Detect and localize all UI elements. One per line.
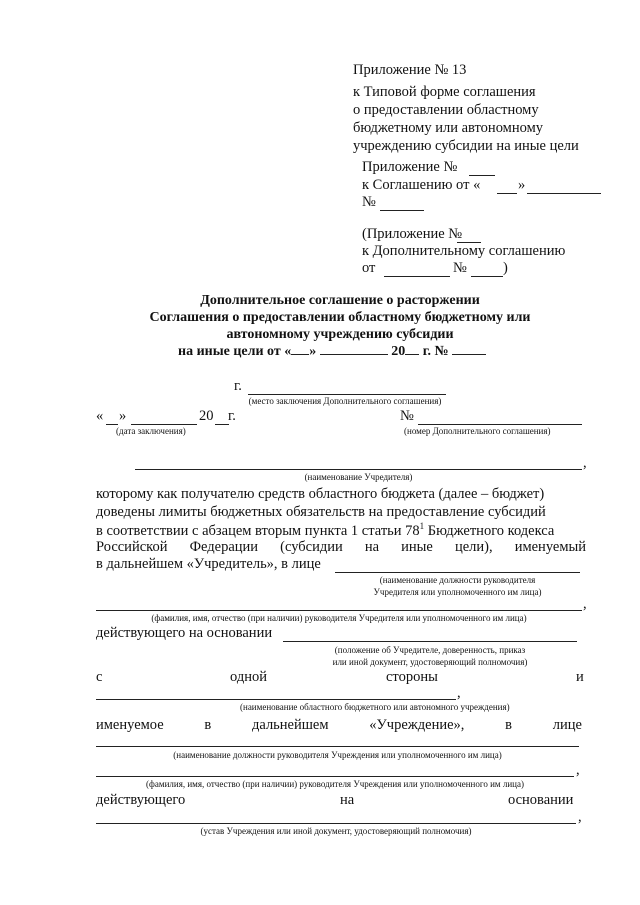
date-quote-open: «: [96, 408, 104, 424]
date-caption: (дата заключения): [116, 426, 186, 436]
supplement-appendix-label: (Приложение №: [362, 226, 463, 242]
founder-caption: (наименование Учредителя): [304, 472, 413, 482]
title-quote-close: »: [309, 344, 317, 359]
body-line: [96, 521, 554, 540]
word: иные: [401, 539, 433, 555]
blank-line: [469, 175, 495, 176]
superscript: 1: [419, 521, 425, 531]
blank-line: [106, 424, 118, 425]
appendix-line: о предоставлении областному: [353, 102, 539, 118]
institution-caption: (наименование областного бюджетного или автономного учреждения): [240, 702, 510, 712]
title-line-date: [178, 344, 486, 360]
word: цели),: [454, 539, 493, 555]
appendix-line: бюджетному или автономному: [353, 120, 544, 136]
title-line: Соглашения о предоставлении областному бюджетному или: [149, 310, 531, 325]
title-year: 20: [391, 344, 406, 359]
founder-head-line: [96, 610, 582, 611]
blank-line: [291, 354, 309, 355]
word: Федерации: [189, 539, 259, 555]
appendix-line: учреждению субсидии на иные цели: [353, 138, 579, 154]
title-line: Дополнительное соглашение о расторжении: [200, 293, 480, 308]
date-quote-close: »: [119, 408, 127, 424]
founder-head-caption: (фамилия, имя, отчество (при наличии) руководителя Учредителя или уполномоченного им лица): [151, 613, 527, 623]
word: «Учреждение»,: [369, 717, 465, 733]
justified-row: [96, 717, 582, 734]
institution-name-line: [96, 699, 456, 700]
position-caption: (наименование должности руководителя: [379, 575, 536, 585]
supplement-number-sign: №: [453, 260, 467, 276]
blank-line: [320, 354, 388, 355]
blank-line: [96, 746, 579, 747]
founder-name-line: [135, 469, 582, 470]
date-year-suffix: г.: [228, 408, 236, 424]
word: именуемое: [96, 717, 164, 733]
city-prefix: г.: [234, 378, 242, 394]
supplement-date-label: от: [362, 260, 376, 276]
comma: ,: [578, 809, 582, 825]
comma: ,: [583, 596, 587, 612]
word: дальнейшем: [252, 717, 329, 733]
justified-row: [96, 539, 586, 556]
body-line-part: Бюджетного кодекса: [424, 522, 555, 539]
title-line: автономному учреждению субсидии: [226, 327, 454, 342]
word: основании: [508, 792, 574, 808]
blank-line: [452, 354, 486, 355]
word: на: [340, 792, 355, 808]
blank-line: [384, 276, 450, 277]
comma: ,: [576, 762, 580, 778]
word: в: [505, 717, 513, 733]
title-number-sign: г. №: [419, 344, 449, 359]
blank-line: [215, 424, 229, 425]
agreement-appendix-label: Приложение №: [362, 159, 458, 175]
inst-head-caption: (фамилия, имя, отчество (при наличии) руководителя Учреждения или уполномоченного им лица): [146, 779, 524, 789]
title-date-prefix: на иные цели от «: [178, 344, 292, 359]
basis-label: действующего на основании: [96, 625, 273, 641]
date-year: 20: [199, 408, 214, 424]
inst-head-line: [96, 776, 574, 777]
body-line: доведены лимиты бюджетных обязательств на предоставление субсидий: [96, 504, 546, 520]
blank-line: [248, 394, 446, 395]
word: именуемый: [514, 539, 586, 555]
blank-line: [418, 424, 582, 425]
blank-line: [335, 572, 580, 573]
word: лице: [552, 717, 582, 733]
word: (субсидии: [280, 539, 343, 555]
basis-caption: или иной документ, удостоверяющий полномочия): [332, 657, 528, 667]
charter-line: [96, 823, 576, 824]
inst-position-caption: (наименование должности руководителя Учреждения или уполномоченного им лица): [173, 750, 502, 760]
blank-line: [131, 424, 197, 425]
blank-line: [471, 276, 503, 277]
place-caption: (место заключения Дополнительного соглашения): [248, 396, 442, 406]
appendix-number: Приложение № 13: [353, 62, 467, 78]
word: Российской: [96, 539, 168, 555]
charter-caption: (устав Учреждения или иной документ, удостоверяющий полномочия): [200, 826, 472, 836]
appendix-line: к Типовой форме соглашения: [353, 84, 536, 100]
body-line: в дальнейшем «Учредитель», в лице: [96, 556, 321, 572]
blank-line: [380, 210, 424, 211]
number-caption: (номер Дополнительного соглашения): [404, 426, 551, 436]
blank-line: [405, 354, 419, 355]
position-caption: Учредителя или уполномоченного им лица): [373, 587, 542, 597]
quote-close: »: [518, 177, 526, 193]
blank-line: [527, 193, 601, 194]
agreement-number-sign: №: [400, 408, 414, 424]
comma: ,: [583, 455, 587, 471]
body-line-part: в соответствии с абзацем вторым пункта 1 статьи 78: [96, 522, 420, 539]
comma: ,: [457, 685, 461, 701]
word: на: [364, 539, 380, 555]
blank-line: [497, 193, 517, 194]
agreement-number-label: №: [362, 194, 376, 210]
word: одной: [230, 669, 267, 685]
body-line: которому как получателю средств областного бюджета (далее – бюджет): [96, 486, 545, 502]
blank-line: [283, 641, 577, 642]
agreement-date-label: к Соглашению от «: [362, 177, 481, 193]
word: действующего: [96, 792, 186, 808]
word: с: [96, 669, 103, 685]
word: стороны: [386, 669, 438, 685]
word: и: [576, 669, 584, 685]
paren-close: ): [503, 260, 508, 276]
basis-caption: (положение об Учредителе, доверенность, приказ: [334, 645, 526, 655]
supplement-label: к Дополнительному соглашению: [362, 243, 566, 259]
word: в: [204, 717, 212, 733]
